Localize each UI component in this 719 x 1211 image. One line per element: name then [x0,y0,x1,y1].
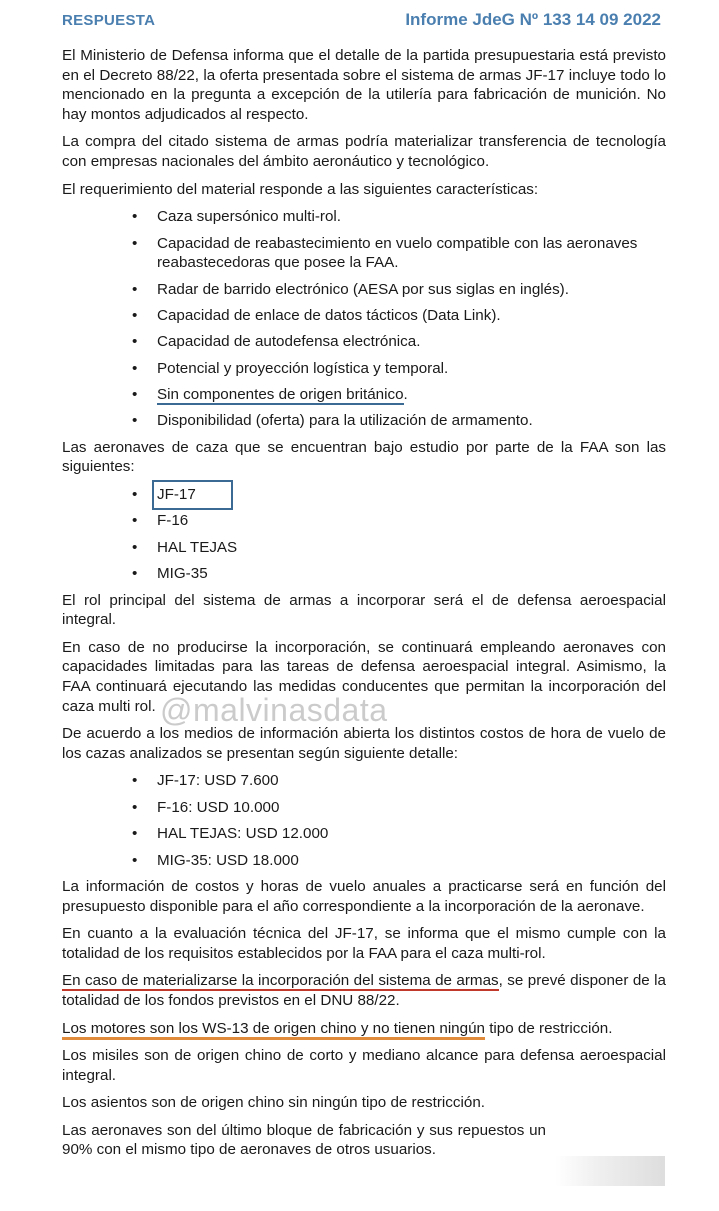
list-item: • Capacidad de enlace de datos tácticos (Data Link). [157,306,666,326]
paragraph: Las aeronaves de caza que se encuentran bajo estudio por parte de la FAA son las siguientes: [62,438,666,476]
orange-underline-text: Los motores son los WS-13 de origen chino y no tienen ningún [62,1020,485,1040]
watermark: @malvinasdata [160,692,388,728]
list-item: • Caza supersónico multi-rol. [157,207,666,227]
paragraph: Los asientos son de origen chino sin ningún tipo de restricción. [62,1094,485,1112]
paragraph: Los misiles son de origen chino de corto y mediano alcance para defensa aeroespacial integral. [62,1047,666,1084]
paragraph: La información de costos y horas de vuelo anuales a practicarse será en función del presupuesto disponible para el año correspondiente a la incorporación de la aeronave. [62,877,666,915]
list-item: • Radar de barrido electrónico (AESA por sus siglas en inglés). [157,280,666,300]
list-item: • F-16: USD 10.000 [157,798,666,818]
paragraph [62,971,666,1010]
paragraph: El requerimiento del material responde a las siguientes características: [62,180,539,198]
list-item: • Capacidad de autodefensa electrónica. [157,332,666,352]
list-item: • MIG-35 [157,564,666,584]
list-item: • HAL TEJAS [157,538,666,558]
report-title: Informe JdeG Nº 133 14 09 2022 [405,10,661,29]
paragraph-rest: , se prevé disponer de la totalidad de los fondos previstos en el DNU 88/22. [62,972,666,1009]
paragraph: El Ministerio de Defensa informa que el detalle de la partida presupuestaria está previsto en el Decreto 88/22, la oferta presentada sobre el sistema de armas JF-17 incluye todo lo mencionado en la pregunta a excepción de la utilería para fabricación de munición. No hay montos adjudicados al respecto. [62,47,666,123]
paragraph: En caso de no producirse la incorporación, se continuará empleando aeronaves con capacidades limitadas para las tareas de defensa aeroespacial integral. Asimismo, la FAA continuará ejecutando las medidas conducentes que permitan la incorporación del caza multi rol. [62,638,666,715]
blur-artifact [555,1156,665,1186]
paragraph: Las aeronaves son del último bloque de fabricación y sus repuestos un 90% con el mismo tipo de aeronaves de otros usuarios. [62,1121,546,1159]
header [62,10,661,32]
list-item: • HAL TEJAS: USD 12.000 [157,824,666,844]
list-item: • JF-17: USD 7.600 [157,771,666,791]
paragraph-rest: tipo de restricción. [484,1019,613,1037]
blue-underline-text: Sin componentes de origen británico [157,386,404,404]
requirements-list [62,207,666,431]
section-label: RESPUESTA [62,12,156,29]
list-item-highlighted: • Sin componentes de origen británico. [157,385,666,405]
list-item: • Potencial y proyección logística y temporal. [157,359,666,379]
aircraft-list [62,485,666,584]
costs-list [62,771,666,870]
document-body [62,46,666,1168]
red-underline-text: En caso de materializarse la incorporación del sistema de armas [62,972,499,990]
paragraph: La compra del citado sistema de armas podría materializar transferencia de tecnología con empresas nacionales del ámbito aeronáutico y tecnológico. [62,133,666,170]
paragraph: El rol principal del sistema de armas a incorporar será el de defensa aeroespacial integral. [62,591,666,629]
paragraph [62,1019,666,1039]
list-item-boxed [157,485,666,505]
list-item: • Capacidad de reabastecimiento en vuelo compatible con las aeronaves reabastecedoras que posee la FAA. [157,234,666,273]
paragraph: En cuanto a la evaluación técnica del JF-17, se informa que el mismo cumple con la totalidad de los requisitos establecidos por la FAA para el caza multi-rol. [62,925,666,962]
list-item: • MIG-35: USD 18.000 [157,851,666,871]
list-item: • F-16 [157,511,666,531]
paragraph: De acuerdo a los medios de información abierta los distintos costos de hora de vuelo de los cazas analizados se presentan según siguiente detalle: [62,725,666,762]
blue-box-text: JF-17 [157,485,228,505]
list-item: • Disponibilidad (oferta) para la utilización de armamento. [157,411,666,431]
